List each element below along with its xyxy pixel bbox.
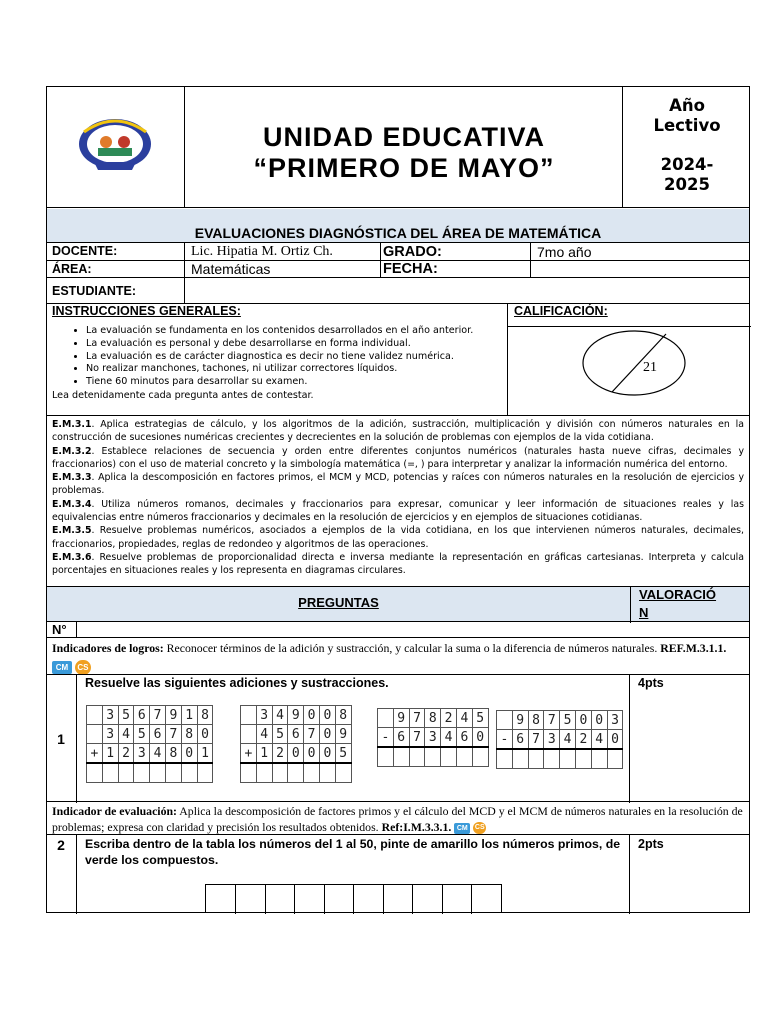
grid-cell[interactable]: 7 [409,728,425,748]
indicator-2-label: Indicador de evaluación: [52,804,177,818]
criteria-item [52,498,744,525]
grid-cell[interactable]: 8 [197,706,213,725]
grid-cell[interactable] [378,709,394,728]
grid-cell[interactable]: 8 [165,744,181,764]
indicator-2-ref: Ref:I.M.3.3.1. [381,820,452,834]
grid-row [87,706,213,725]
estudiante-label: ESTUDIANTE: [52,284,137,298]
numbers-table-cell[interactable] [294,885,295,914]
instruction-item: • La evaluación es de carácter diagnostica es decir no tiene validez numérica. [86,351,507,364]
cm-badge-icon [454,823,470,834]
grid-cell[interactable]: 2 [118,744,134,764]
school-year-label-2: Lectivo [653,116,721,135]
cs-badge-icon [473,822,486,834]
grid-cell[interactable]: 0 [472,728,488,748]
grado-label: GRADO: [380,243,530,261]
grid-cell[interactable]: 0 [304,744,320,764]
grid-cell[interactable] [256,763,272,783]
grid-cell[interactable] [575,749,591,769]
grid-cell[interactable] [272,763,288,783]
numbers-table-cell[interactable] [353,885,354,914]
grid-row [497,730,623,750]
criteria-item [52,524,744,551]
question-1-points-cell [629,675,750,803]
numbers-table-cell[interactable] [235,885,236,914]
grid-cell[interactable]: 6 [134,706,150,725]
valoracion-label-1: VALORACIÓ [639,587,717,602]
grid-cell[interactable]: 5 [560,711,576,730]
grade-title: CALIFICACIÓN: [514,304,608,318]
numbers-table[interactable] [205,884,502,913]
valoracion-header [630,587,749,623]
grid-cell[interactable]: 3 [425,728,441,748]
grid-cell[interactable]: 7 [544,711,560,730]
subtraction-grid-1[interactable] [377,708,489,767]
criteria-code: E.M.3.1 [52,419,92,430]
grid-row [241,763,352,783]
num-row [46,622,750,638]
grid-cell[interactable] [241,706,257,725]
indicator-1 [52,639,744,675]
question-1-prompt: Resuelve las siguientes adiciones y sustracciones. [85,676,389,690]
grid-cell[interactable]: 0 [591,711,607,730]
instruction-item: • La evaluación es personal y debe desarrollarse en forma individual. [86,338,507,351]
criteria-text: . Establece relaciones de secuencia y orden entre diferentes conjuntos numéricos (naturales hasta nueve cifras, decimales y fraccionarios) con el uso de material concreto y la simbología matemática (=, ) para interpretar y analizar la información numérica del entorno. [52,445,744,470]
instruction-item: • Tiene 60 minutos para desarrollar su examen. [86,376,507,389]
area-row [46,261,750,278]
grid-row [87,744,213,764]
estudiante-row [46,278,750,304]
grid-cell[interactable]: 8 [425,709,441,728]
grid-cell[interactable] [591,749,607,769]
question-2-points: 2pts [638,837,664,851]
grid-cell[interactable]: 4 [272,706,288,725]
criteria-text: . Aplica la descomposición en factores primos, el MCM y MCD, potencias y raíces con números naturales en la resolución de ejercicios y problemas. [52,472,744,497]
grid-cell[interactable] [87,706,103,725]
grid-cell[interactable]: 4 [256,725,272,744]
grid-cell[interactable]: 5 [134,725,150,744]
indicator-1-label: Indicadores de logros: [52,641,164,655]
docente-value: Lic. Hipatia M. Ortiz Ch. [184,243,380,261]
grade-value: 21 [643,360,657,375]
grid-cell[interactable]: 5 [118,706,134,725]
grid-cell[interactable]: 0 [181,744,197,764]
criteria-text: . Aplica estrategias de cálculo, y los algoritmos de la adición, sustracción, multiplicación y división con números naturales en la construcción de sucesiones numéricas crecientes y decrecientes en la solución de problemas con ejemplos de la vida cotidiana. [52,419,744,444]
question-1-points: 4pts [638,676,664,690]
criteria-text: . Utiliza números romanos, decimales y fraccionarios para expresar, comunicar y leer información de situaciones reales y las equivalencias entre números fraccionarios y decimales en la resolución de ejercicios y en ejemplos de situaciones cotidianas. [52,498,744,524]
grade-circle [582,330,686,396]
docente-label: DOCENTE: [52,244,118,258]
school-year-value-1: 2024- [660,155,714,174]
grid-cell[interactable] [441,747,457,767]
grid-cell[interactable]: 0 [319,744,335,764]
num-divider [76,622,77,638]
criteria-item [52,445,744,472]
indicator-1-text: Reconocer términos de la adición y sustracción, y calcular la suma o la diferencia de números naturales. [163,641,661,655]
grid-cell[interactable]: 3 [102,725,118,744]
subtraction-grid-2[interactable] [496,710,623,769]
docente-row [46,243,750,261]
grid-cell[interactable]: 2 [441,709,457,728]
grid-cell[interactable]: 1 [197,744,213,764]
grid-cell[interactable]: 7 [304,725,320,744]
grade-panel [507,304,750,416]
grid-cell[interactable]: 1 [181,706,197,725]
grid-cell[interactable] [560,749,576,769]
question-2-prompt: Escriba dentro de la tabla los números del 1 al 50, pinte de amarillo los números primos, de verde los compuestos. [85,837,621,867]
numbers-table-cell[interactable] [324,885,325,914]
criteria-item [52,418,744,445]
criteria-code: E.M.3.2 [52,445,92,457]
grid-cell[interactable]: 7 [409,709,425,728]
exam-title: EVALUACIONES DIAGNÓSTICA DEL ÁREA DE MATEMÁTICA [194,225,602,241]
grid-cell[interactable]: 5 [335,744,351,764]
addition-grid-2[interactable] [240,705,352,783]
grid-cell[interactable] [393,747,409,767]
grid-cell[interactable] [181,763,197,783]
grid-row [241,725,352,744]
grid-cell[interactable]: 4 [591,730,607,750]
grid-cell[interactable] [304,763,320,783]
grid-cell[interactable]: 8 [528,711,544,730]
grid-cell[interactable] [87,763,103,783]
grid-row [241,706,352,725]
cs-badge-icon [75,660,91,675]
criteria-code: E.M.3.6 [52,551,92,563]
grid-cell[interactable]: 6 [456,728,472,748]
instructions-row [46,304,750,416]
grid-cell[interactable] [102,763,118,783]
grid-cell[interactable]: 5 [272,725,288,744]
grid-cell[interactable]: + [241,744,257,764]
grid-cell[interactable] [544,749,560,769]
grade-divider [508,326,751,327]
instructions-footer: Lea detenidamente cada pregunta antes de contestar. [52,390,314,401]
grid-cell[interactable] [87,725,103,744]
numbers-table-cell[interactable] [471,885,472,914]
grid-cell[interactable]: 9 [335,725,351,744]
grid-cell[interactable]: 6 [150,725,166,744]
grid-cell[interactable] [497,749,513,769]
instructions-title: INSTRUCCIONES GENERALES: [52,304,241,318]
grid-cell[interactable] [472,747,488,767]
instruction-item: • La evaluación se fundamenta en los contenidos desarrollados en el año anterior. [86,325,507,338]
grid-cell[interactable]: 3 [102,706,118,725]
grid-cell[interactable]: 0 [288,744,304,764]
grid-cell[interactable]: 1 [102,744,118,764]
grid-cell[interactable]: 7 [165,725,181,744]
grid-cell[interactable]: 6 [288,725,304,744]
grid-cell[interactable]: 3 [607,711,623,730]
grid-cell[interactable]: 7 [528,730,544,750]
header-row [46,86,750,208]
estudiante-value[interactable] [184,278,750,304]
grid-cell[interactable] [456,747,472,767]
numbers-table-cell[interactable] [383,885,384,914]
grid-cell[interactable] [528,749,544,769]
grid-cell[interactable] [150,763,166,783]
criteria-block [52,418,744,578]
numbers-table-cell[interactable] [265,885,266,914]
grid-cell[interactable]: 9 [512,711,528,730]
grid-row [87,763,213,783]
grid-cell[interactable]: 0 [319,725,335,744]
grid-cell[interactable]: 4 [118,725,134,744]
grid-row [497,711,623,730]
cm-badge-icon [52,661,72,674]
grid-cell[interactable]: 0 [575,711,591,730]
criteria-code: E.M.3.3 [52,472,92,484]
grid-cell[interactable]: 3 [134,744,150,764]
question-2-number: 2 [57,837,65,853]
grid-cell[interactable] [607,749,623,769]
grid-cell[interactable] [241,763,257,783]
criteria-code: E.M.3.4 [52,498,92,510]
num-label: N° [52,622,67,637]
grid-cell[interactable]: 9 [393,709,409,728]
school-name-line1: UNIDAD EDUCATIVA [263,122,545,152]
grid-cell[interactable] [118,763,134,783]
question-2-points-cell [629,835,750,914]
grid-cell[interactable]: 4 [560,730,576,750]
numbers-table-cell[interactable] [412,885,413,914]
cm-badge-label: CM [456,824,468,832]
area-value: Matemáticas [184,261,380,278]
grado-value: 7mo año [530,243,750,261]
grid-cell[interactable]: 0 [304,706,320,725]
grid-cell[interactable]: 0 [607,730,623,750]
grid-cell[interactable]: 6 [512,730,528,750]
criteria-text: . Resuelve problemas de proporcionalidad directa e inversa mediante la representación en gráficas cartesianas. Interpreta y calcula porcentajes en situaciones reales y los representa en diagramas circulares. [52,551,744,577]
school-year-value-2: 2025 [664,175,710,194]
grid-cell[interactable] [165,763,181,783]
cm-badge-label: CM [55,662,69,672]
school-name-cell [184,86,622,208]
grid-cell[interactable] [319,763,335,783]
criteria-code: E.M.3.5 [52,525,92,537]
grid-cell[interactable] [134,763,150,783]
grid-cell[interactable]: 5 [472,709,488,728]
grid-cell[interactable]: 8 [181,725,197,744]
preguntas-header: PREGUNTAS [298,595,379,610]
grid-cell[interactable] [197,763,213,783]
numbers-table-cell[interactable] [442,885,443,914]
grid-cell[interactable]: 3 [256,706,272,725]
grid-cell[interactable]: 3 [544,730,560,750]
grid-cell[interactable]: 2 [575,730,591,750]
school-year-label-1: Año [669,96,705,115]
instruction-item: • No realizar manchones, tachones, ni utilizar correctores líquidos. [86,363,507,376]
cs-badge-label: CS [474,824,485,832]
grid-cell[interactable]: 0 [197,725,213,744]
cs-badge-label: CS [77,662,89,672]
grid-row [497,749,623,769]
grid-cell[interactable]: 0 [319,706,335,725]
grid-cell[interactable] [409,747,425,767]
grid-cell[interactable]: 4 [441,728,457,748]
grid-row [378,747,489,767]
criteria-item [52,471,744,498]
grid-cell[interactable]: 9 [165,706,181,725]
grid-cell[interactable]: 6 [393,728,409,748]
grid-cell[interactable] [497,711,513,730]
grid-cell[interactable]: - [378,728,394,748]
grid-cell[interactable] [288,763,304,783]
addition-grid-1[interactable] [86,705,213,783]
grid-cell[interactable] [512,749,528,769]
question-1-number: 1 [57,731,65,747]
grid-cell[interactable]: 1 [256,744,272,764]
school-logo [74,114,156,176]
instructions-panel [46,304,507,416]
grid-row [378,728,489,748]
criteria-item [52,551,744,578]
grid-cell[interactable]: 8 [335,706,351,725]
school-name-line2: “PRIMERO DE MAYO” [253,153,555,183]
grid-cell[interactable]: 4 [456,709,472,728]
instructions-list [46,325,507,389]
criteria-text: . Resuelve problemas numéricos, asociados a ejemplos de la vida cotidiana, en los que intervienen números naturales, decimales, fraccionarios, propiedades, reglas de redondeo y algoritmos de las operaciones. [52,525,744,550]
grid-cell[interactable]: 9 [288,706,304,725]
valoracion-label-2: N [639,605,649,620]
grid-cell[interactable] [425,747,441,767]
fecha-label: FECHA: [380,261,530,278]
grid-cell[interactable]: 7 [150,706,166,725]
indicator-2-text: Aplica la descomposición de factores primos y el cálculo del MCD y el MCM de números naturales en la resolución de problemas; expresa con claridad y precisión los resultados obtenidos. [52,804,743,834]
grid-cell[interactable]: - [497,730,513,750]
exam-title-row [47,209,749,243]
area-label: ÁREA: [52,262,92,276]
fecha-value[interactable] [530,261,750,278]
grid-cell[interactable]: 2 [272,744,288,764]
grid-cell[interactable]: + [87,744,103,764]
indicator-1-ref: REF.M.3.1.1. [660,641,727,655]
grid-cell[interactable] [335,763,351,783]
grid-row [241,744,352,764]
questions-header-row [47,586,749,622]
grid-row [378,709,489,728]
grid-cell[interactable]: 4 [150,744,166,764]
grid-cell[interactable] [378,747,394,767]
school-year-cell [622,86,750,208]
indicator-2 [52,803,744,835]
grid-cell[interactable] [241,725,257,744]
grid-row [87,725,213,744]
